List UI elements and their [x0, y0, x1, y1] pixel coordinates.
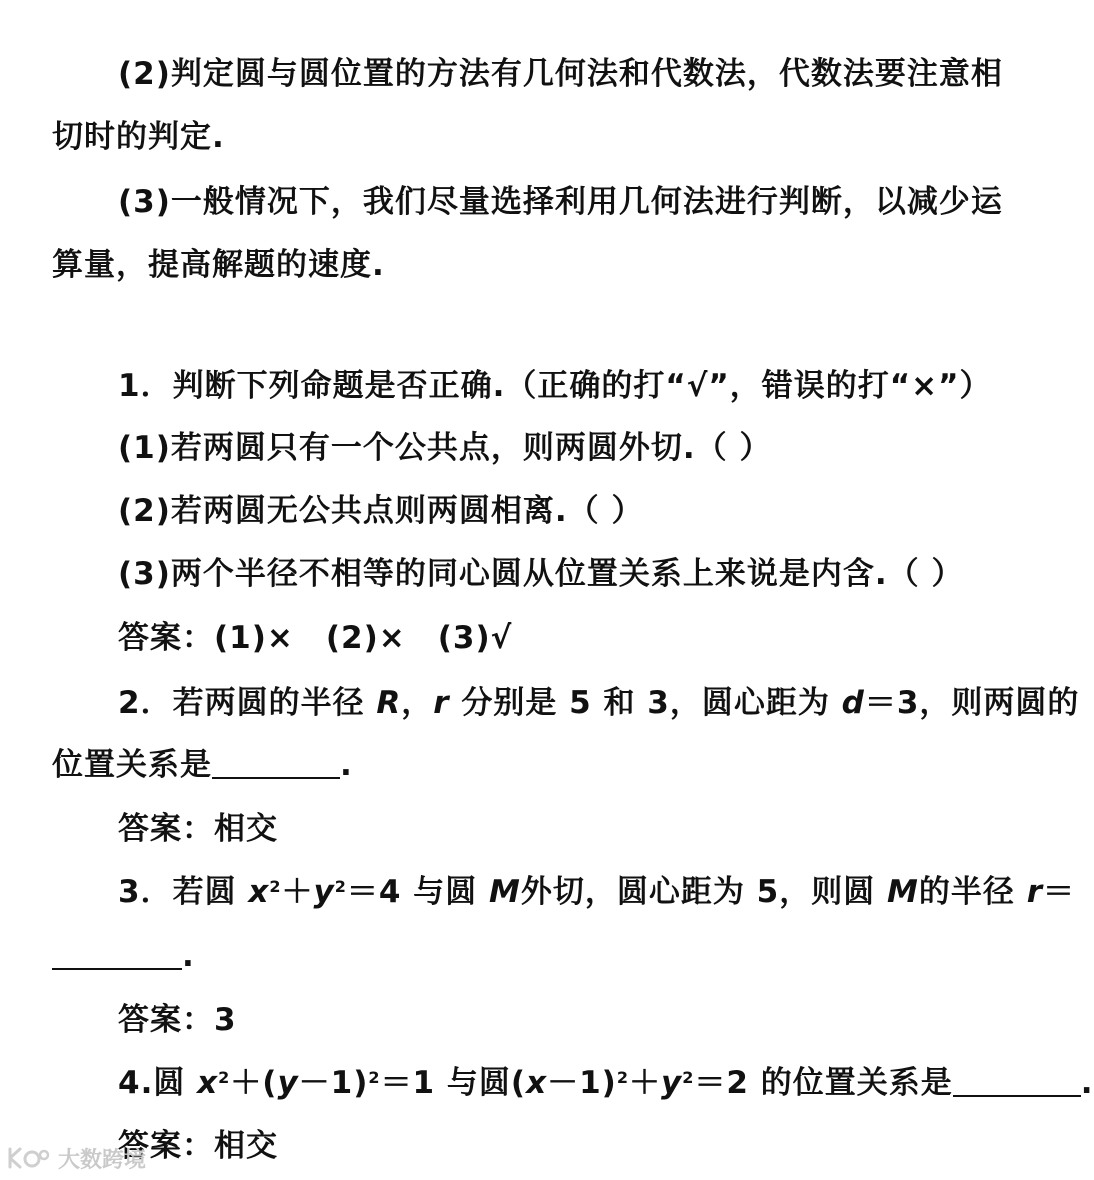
q3-stem-d: 的半径 [918, 874, 1027, 910]
q1-stem: 1．判断下列命题是否正确.（正确的打“√”，错误的打“×”） [118, 368, 992, 404]
q3-stem-a: 3．若圆 [118, 874, 249, 910]
q4-exp-paren2: 2 [616, 1068, 629, 1087]
q4-stem [118, 1063, 1094, 1108]
q4-answer: 答案：相交 [118, 1128, 278, 1164]
q4-exp-paren1: 2 [368, 1068, 381, 1087]
intro-p2-line2: 切时的判定. [52, 119, 225, 155]
q3-var-M-2: M [887, 874, 919, 910]
q4-part-c: ＝1 与圆( [380, 1065, 527, 1101]
q1-answer: 答案：(1)× (2)× (3)√ [118, 620, 513, 656]
q3-eq: ＝ [1043, 874, 1075, 910]
q1-item1: (1)若两圆只有一个公共点，则两圆外切.（ ） [118, 430, 772, 466]
intro-p3-line2: 算量，提高解题的速度. [52, 247, 385, 283]
q4-answer-blank[interactable] [953, 1065, 1081, 1097]
q3-exp-x: 2 [269, 877, 282, 896]
q3-stem [118, 872, 1075, 917]
watermark-text: 大数跨境 [58, 1148, 147, 1173]
q2-stem [118, 683, 1079, 723]
intro-p2-line1: (2)判定圆与圆位置的方法有几何法和代数法，代数法要注意相 [118, 56, 1003, 92]
q4-plus: ＋( [230, 1065, 278, 1101]
q2-var-R: R [376, 685, 402, 721]
q1-item2: (2)若两圆无公共点则两圆相离.（ ） [118, 493, 644, 529]
q2-stem-c: ＝3，则两圆的 [864, 685, 1080, 721]
q4-var-x: x [197, 1065, 219, 1101]
q1-item3: (3)两个半径不相等的同心圆从位置关系上来说是内含.（ ） [118, 556, 964, 592]
q3-var-x: x [248, 874, 270, 910]
q3-var-r: r [1026, 874, 1043, 910]
q3-line2-end: . [182, 938, 195, 974]
q3-var-M: M [489, 874, 521, 910]
q3-answer: 答案：3 [118, 1002, 237, 1038]
q2-answer: 答案：相交 [118, 811, 278, 847]
q4-var-y-2: y [660, 1065, 683, 1101]
q2-answer-blank[interactable] [212, 747, 340, 779]
q4-exp-y: 2 [682, 1068, 695, 1087]
watermark [6, 1143, 146, 1174]
q4-exp-x: 2 [218, 1068, 231, 1087]
q3-line2 [52, 936, 195, 976]
q4-var-x-2: x [526, 1065, 548, 1101]
watermark-logo-icon [6, 1145, 50, 1173]
q2-comma: ， [401, 685, 434, 721]
q3-stem-c: 外切，圆心距为 5，则圆 [520, 874, 888, 910]
q2-stem-a: 2．若两圆的半径 [118, 685, 377, 721]
q2-var-r: r [433, 685, 450, 721]
q3-var-y: y [313, 874, 335, 910]
q2-line2-end: . [340, 747, 353, 783]
q3-stem-b: ＝4 与圆 [346, 874, 490, 910]
q4-stem-a: 4.圆 [118, 1065, 198, 1101]
q4-end: . [1080, 1065, 1094, 1101]
q3-exp-y: 2 [334, 877, 347, 896]
q4-part-e: ＋ [628, 1065, 661, 1101]
intro-p3-line1: (3)一般情况下，我们尽量选择利用几何法进行判断，以减少运 [118, 184, 1003, 220]
q4-part-f: ＝2 的位置关系是 [694, 1065, 953, 1101]
q2-var-d: d [841, 685, 865, 721]
q2-line2-text: 位置关系是 [52, 747, 212, 783]
q3-answer-blank[interactable] [52, 938, 182, 970]
q3-plus: ＋ [281, 874, 314, 910]
q4-part-d: －1) [547, 1065, 617, 1101]
q2-line2 [52, 745, 353, 785]
q2-stem-b: 分别是 5 和 3，圆心距为 [449, 685, 842, 721]
q4-part-b: －1) [298, 1065, 369, 1101]
q4-var-y: y [277, 1065, 299, 1101]
